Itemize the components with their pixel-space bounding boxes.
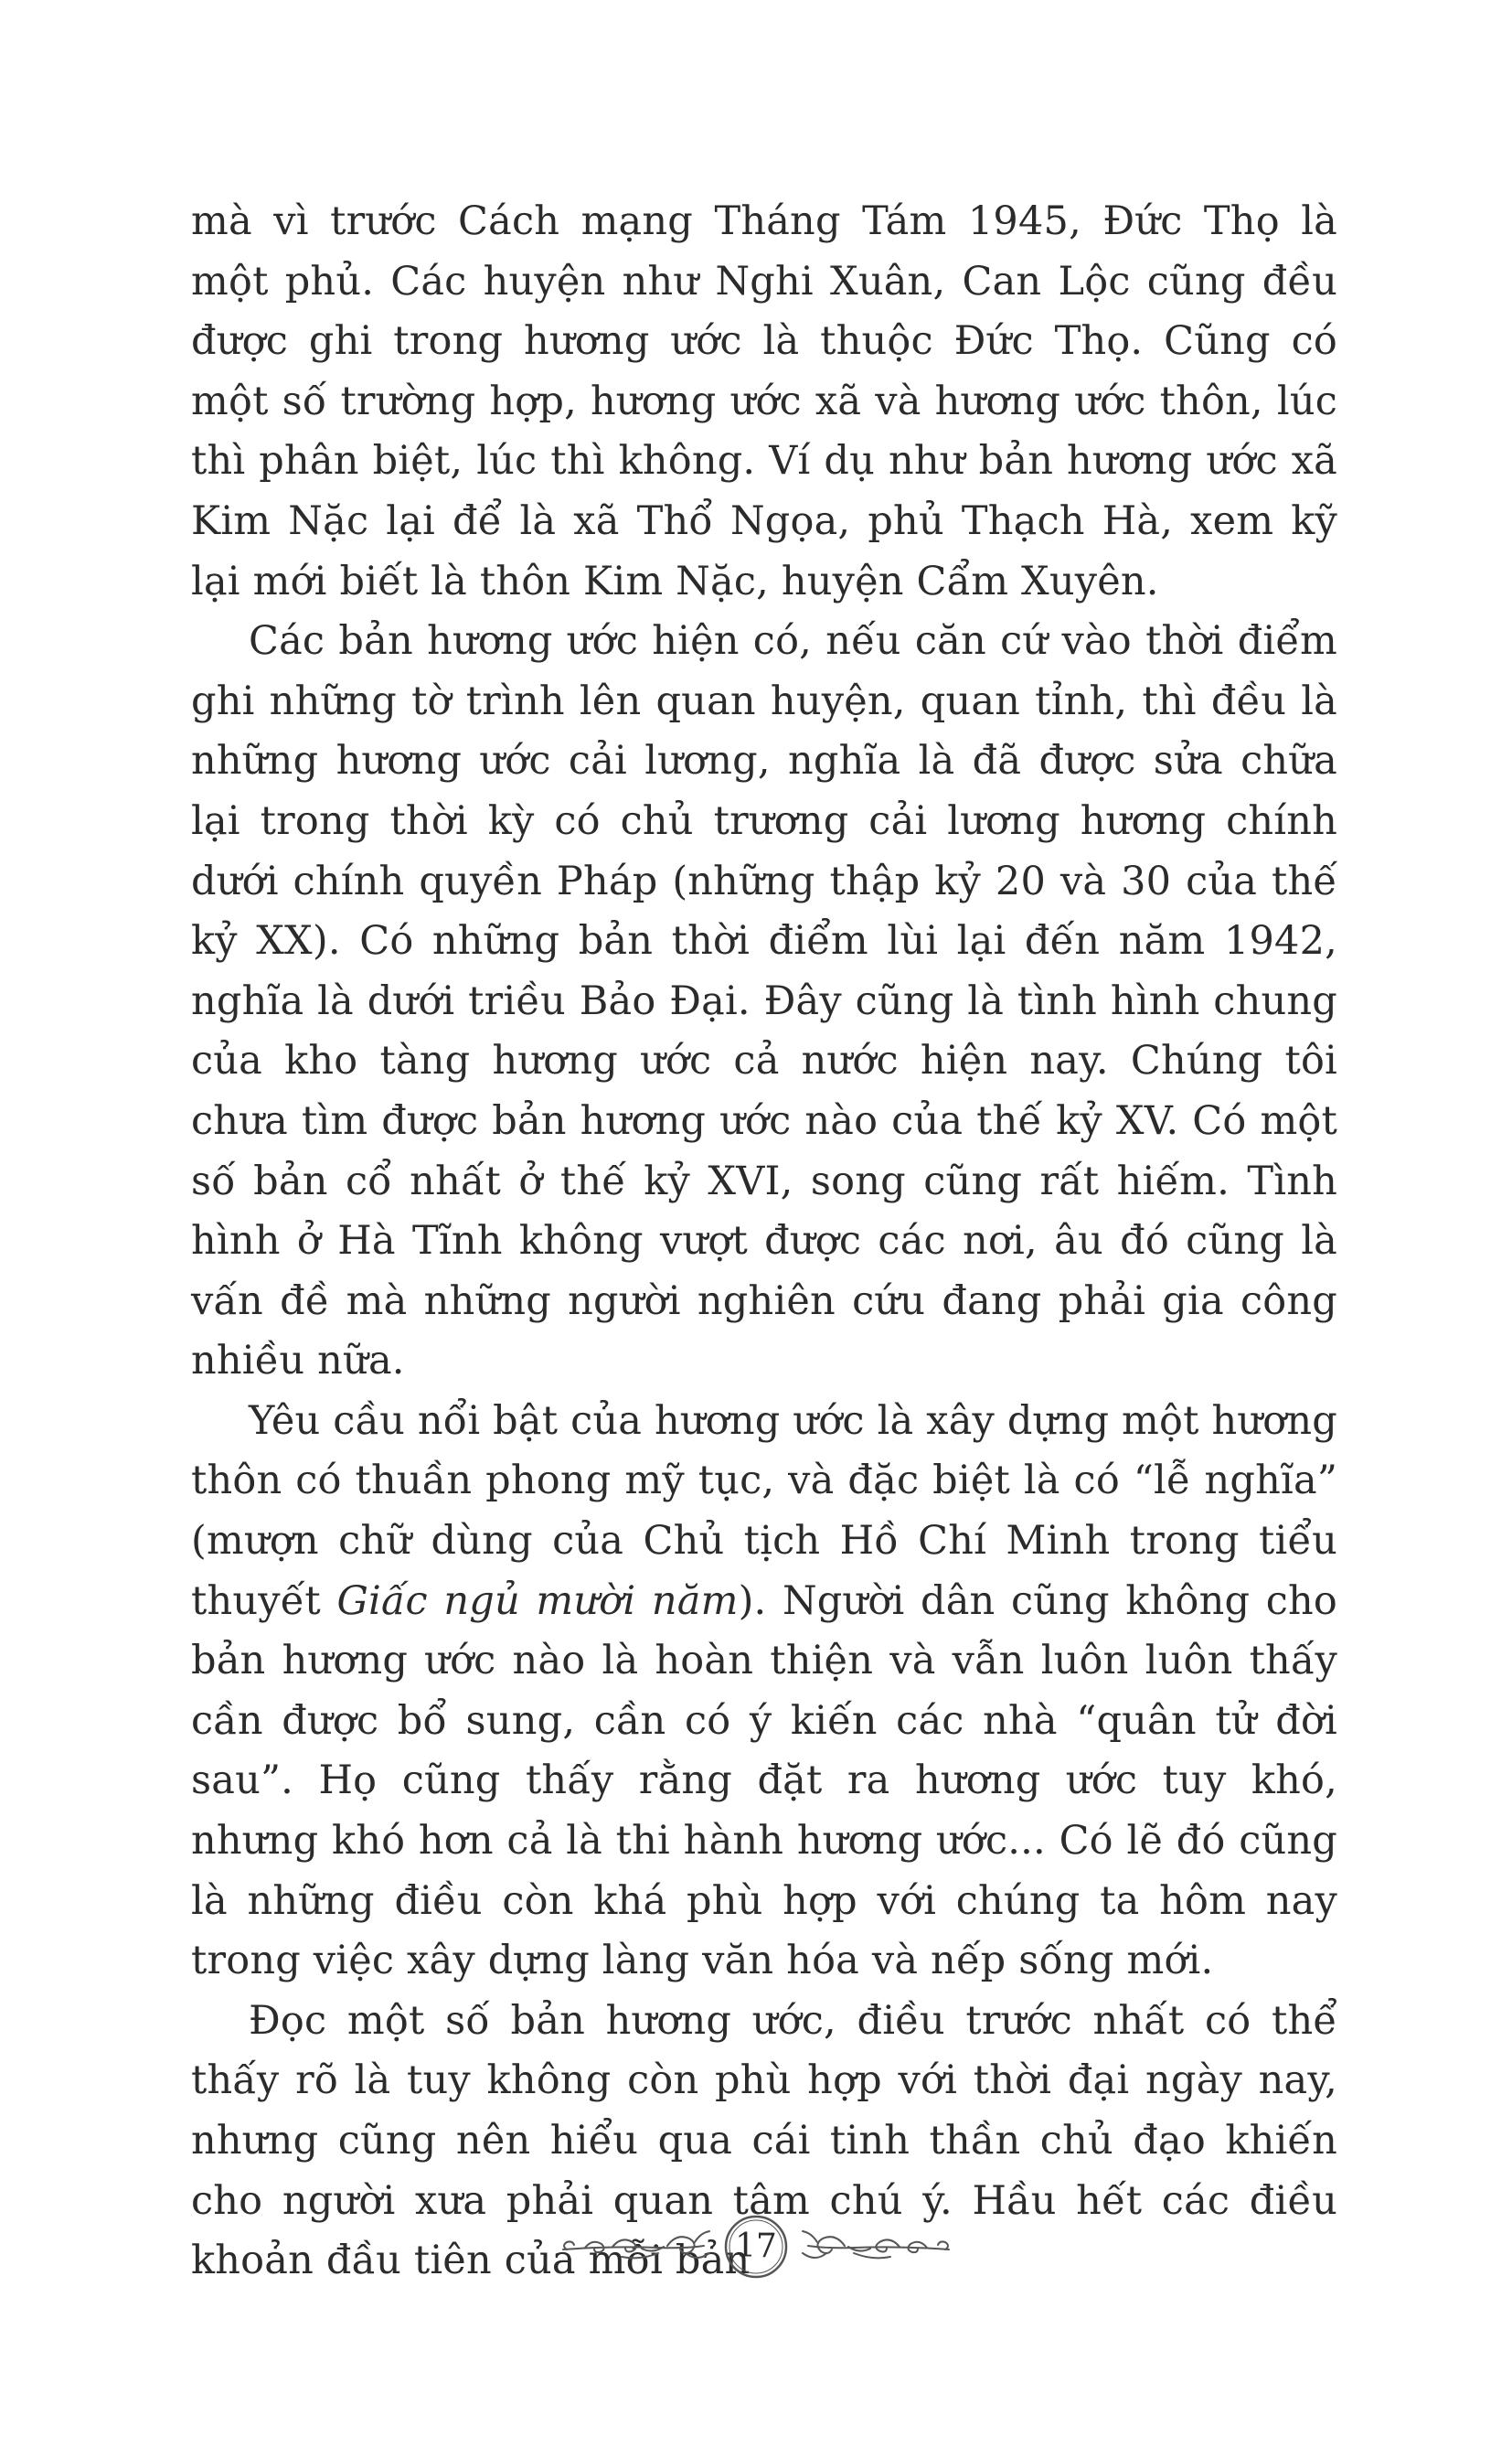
book-title-italic: Giấc ngủ mười năm: [336, 1577, 739, 1624]
paragraph-1: [191, 192, 1337, 612]
paragraph-3: [191, 1392, 1337, 1992]
body-text: [191, 192, 1337, 2292]
page-number: 17: [735, 2228, 777, 2265]
paragraph-2-text: Các bản hương ước hiện có, nếu căn cứ vào thời điểm ghi những tờ trình lên quan huyện, quan tỉnh, thì đều là những hương ước cải lương, nghĩa là đã được sửa chữa lại trong thời kỳ có chủ trương cải lương hương chính dưới chính quyền Pháp (những thập kỷ 20 và 30 của thế kỷ XX). Có những bản thời điểm lùi lại đến năm 1942, nghĩa là dưới triều Bảo Đại. Đây cũng là tình hình chung của kho tàng hương ước cả nước hiện nay. Chúng tôi chưa tìm được bản hương ước nào của thế kỷ XV. Có một số bản cổ nhất ở thế kỷ XVI, song cũng rất hiếm. Tình hình ở Hà Tĩnh không vượt được các nơi, âu đó cũng là vấn đề mà những người nghiên cứu đang phải gia công nhiều nữa.: [191, 618, 1337, 1384]
paragraph-1-text: mà vì trước Cách mạng Tháng Tám 1945, Đức Thọ là một phủ. Các huyện như Nghi Xuân, Can Lộc cũng đều được ghi trong hương ước là thuộc Đức Thọ. Cũng có một số trường hợp, hương ước xã và hương ước thôn, lúc thì phân biệt, lúc thì không. Ví dụ như bản hương ước xã Kim Nặc lại để là xã Thổ Ngọa, phủ Thạch Hà, xem kỹ lại mới biết là thôn Kim Nặc, huyện Cẩm Xuyên.: [191, 198, 1337, 604]
paragraph-4-text: Đọc một số bản hương ước, điều trước nhất có thể thấy rõ là tuy không còn phù hợp với thời đại ngày nay, nhưng cũng nên hiểu qua cái tinh thần chủ đạo khiến cho người xưa phải quan tâm chú ý. Hầu hết các điều khoản đầu tiên của mỗi bản: [191, 1997, 1337, 2284]
page-footer: [558, 2206, 954, 2288]
paragraph-3-text-a: Yêu cầu nổi bật của hương ước là xây dựng một hương thôn có thuần phong mỹ tục, và đặc biệt là có “lễ nghĩa” (mượn chữ dùng của Chủ tịch Hồ Chí Minh trong tiểu thuyết: [191, 1397, 1337, 1624]
paragraph-2: [191, 612, 1337, 1392]
paragraph-3-text-b: ). Người dân cũng không cho bản hương ước nào là hoàn thiện và vẫn luôn luôn thấy cần được bổ sung, cần có ý kiến các nhà “quân tử đời sau”. Họ cũng thấy rằng đặt ra hương ước tuy khó, nhưng khó hơn cả là thi hành hương ước... Có lẽ đó cũng là những điều còn khá phù hợp với chúng ta hôm nay trong việc xây dựng làng văn hóa và nếp sống mới.: [191, 1577, 1338, 1984]
